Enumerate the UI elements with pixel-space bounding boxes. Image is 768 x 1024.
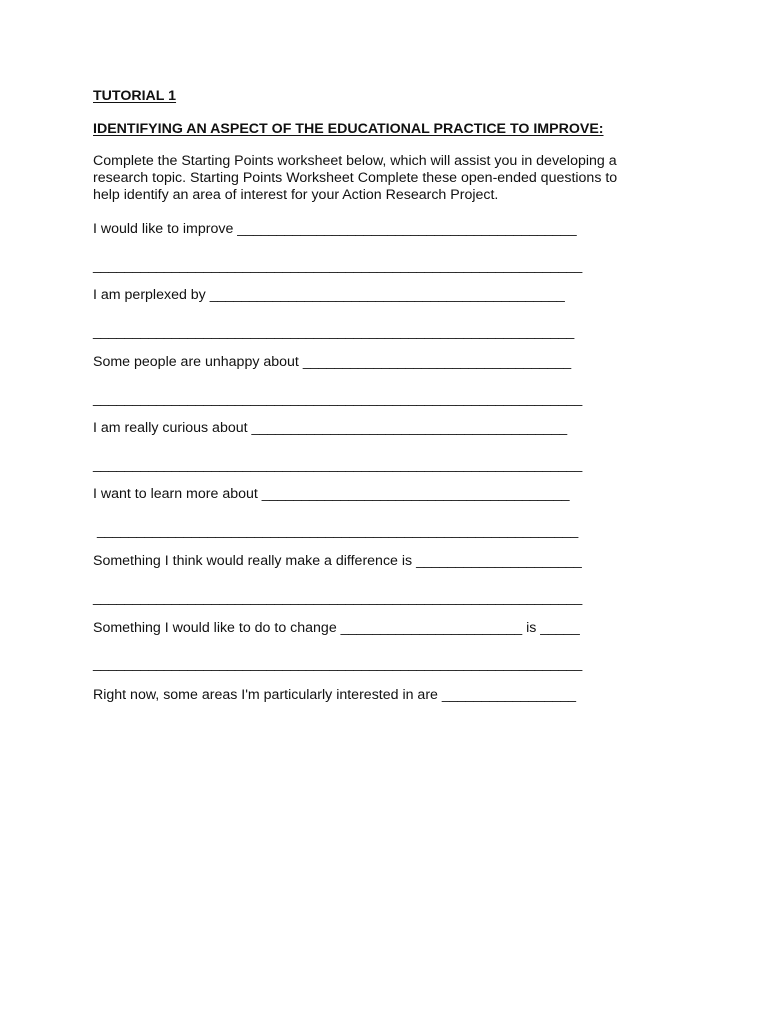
prompt-curious: I am really curious about ________________________________________ [93, 420, 568, 436]
prompt-change: Something I would like to do to change _______________________ is _____ [93, 620, 580, 636]
answer-line-unhappy: ______________________________________________________________ [93, 391, 583, 407]
intro-line: research topic. Starting Points Worksheet Complete these open-ended questions to [93, 170, 618, 186]
intro-line: help identify an area of interest for your Action Research Project. [93, 187, 499, 203]
prompt-perplexed: I am perplexed by _____________________________________________ [93, 287, 565, 303]
prompt-interested: Right now, some areas I'm particularly interested in are _________________ [93, 687, 577, 703]
answer-line-improve: ______________________________________________________________ [93, 258, 583, 274]
answer-line-difference: ______________________________________________________________ [93, 590, 583, 606]
answer-line-change: ______________________________________________________________ [93, 656, 583, 672]
intro-line: Complete the Starting Points worksheet below, which will assist you in developing a [93, 153, 617, 169]
answer-line-curious: ______________________________________________________________ [93, 457, 583, 473]
prompt-improve: I would like to improve ___________________________________________ [93, 221, 577, 237]
section-heading: IDENTIFYING AN ASPECT OF THE EDUCATIONAL PRACTICE TO IMPROVE: [93, 121, 604, 137]
prompt-unhappy: Some people are unhappy about __________________________________ [93, 354, 572, 370]
prompt-difference: Something I think would really make a difference is _____________________ [93, 553, 582, 569]
answer-line-perplexed: _____________________________________________________________ [93, 324, 575, 340]
intro-paragraph [93, 153, 683, 204]
prompt-learn-more: I want to learn more about _______________________________________ [93, 486, 570, 502]
answer-line-learn-more: _____________________________________________________________ [93, 523, 579, 539]
tutorial-title: TUTORIAL 1 [93, 88, 177, 104]
